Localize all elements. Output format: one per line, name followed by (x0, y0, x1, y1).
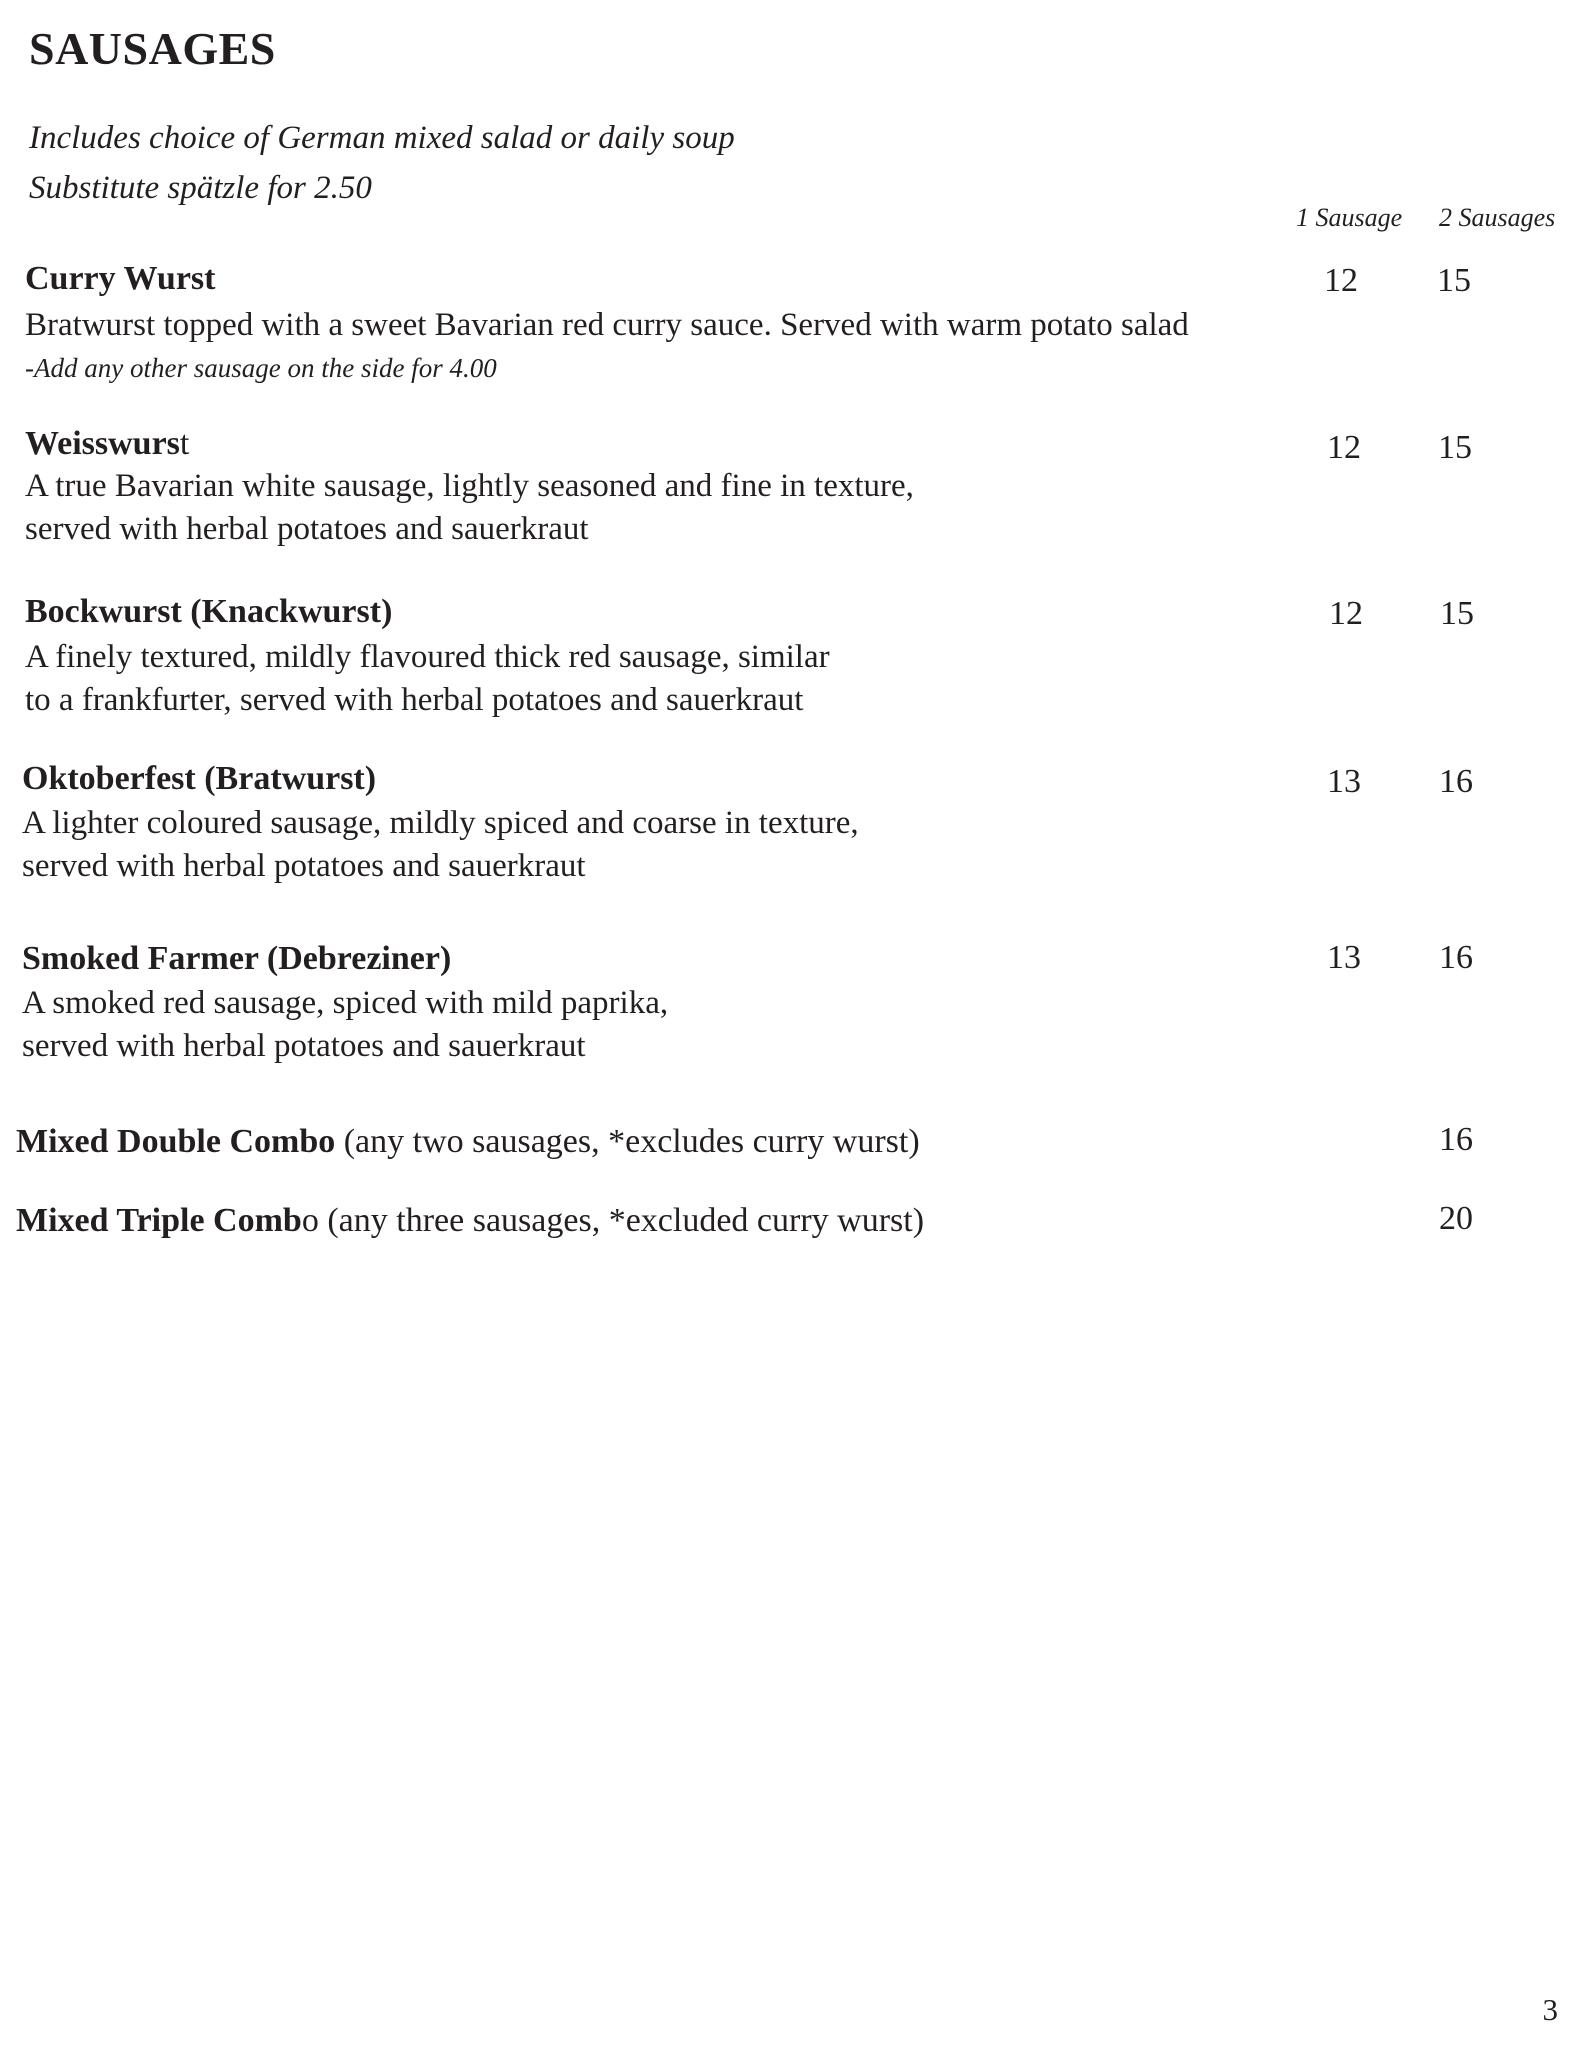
combo-mixed-double-name: Mixed Double Combo (16, 1123, 336, 1160)
item-name-weisswurst-tail: t (179, 425, 190, 462)
price-two-oktoberfest: 16 (1439, 763, 1473, 800)
item-name-oktoberfest: Oktoberfest (Bratwurst) (22, 760, 377, 797)
page-number: 3 (1542, 1992, 1558, 2027)
price-combo-mixed-triple: 20 (1439, 1200, 1473, 1237)
combo-mixed-triple-detail: o (any three sausages, *excluded curry wurst) (301, 1202, 925, 1239)
intro-line-spaetzle: Substitute spätzle for 2.50 (29, 170, 372, 206)
item-desc-bockwurst-line2: to a frankfurter, served with herbal potatoes and sauerkraut (25, 682, 804, 718)
item-desc-curry-wurst: Bratwurst topped with a sweet Bavarian red curry sauce. Served with warm potato salad (25, 307, 1189, 343)
item-desc-smoked-farmer-line1: A smoked red sausage, spiced with mild paprika, (22, 985, 669, 1021)
price-one-bockwurst: 12 (1329, 595, 1363, 632)
item-name-smoked-farmer: Smoked Farmer (Debreziner) (22, 940, 452, 977)
item-name-weisswurst-bold: Weisswurs (25, 425, 180, 462)
item-desc-bockwurst-line1: A finely textured, mildly flavoured thick red sausage, similar (25, 639, 830, 675)
price-two-weisswurst: 15 (1438, 429, 1472, 466)
price-combo-mixed-double: 16 (1439, 1121, 1473, 1158)
combo-mixed-double (16, 1123, 920, 1161)
item-desc-weisswurst-line1: A true Bavarian white sausage, lightly seasoned and fine in texture, (25, 468, 914, 504)
price-two-curry-wurst: 15 (1437, 262, 1471, 299)
item-name-curry-wurst: Curry Wurst (25, 260, 216, 297)
column-header-one-sausage: 1 Sausage (1296, 203, 1403, 232)
combo-mixed-double-detail: (any two sausages, *excludes curry wurst) (335, 1123, 920, 1160)
price-one-curry-wurst: 12 (1324, 262, 1358, 299)
combo-mixed-triple (16, 1202, 924, 1240)
intro-line-salad: Includes choice of German mixed salad or daily soup (29, 120, 735, 156)
combo-mixed-triple-name: Mixed Triple Comb (16, 1202, 302, 1239)
price-one-weisswurst: 12 (1327, 429, 1361, 466)
price-two-smoked-farmer: 16 (1439, 939, 1473, 976)
item-desc-weisswurst-line2: served with herbal potatoes and sauerkraut (25, 511, 589, 547)
item-name-bockwurst: Bockwurst (Knackwurst) (25, 593, 393, 630)
price-one-oktoberfest: 13 (1327, 763, 1361, 800)
item-desc-smoked-farmer-line2: served with herbal potatoes and sauerkraut (22, 1028, 586, 1064)
item-desc-oktoberfest-line1: A lighter coloured sausage, mildly spiced and coarse in texture, (22, 805, 859, 841)
price-two-bockwurst: 15 (1440, 595, 1474, 632)
item-note-curry-wurst: -Add any other sausage on the side for 4.00 (25, 353, 497, 383)
page-title: SAUSAGES (29, 23, 276, 74)
item-name-weisswurst (25, 425, 189, 463)
column-header-two-sausages: 2 Sausages (1439, 203, 1556, 232)
price-one-smoked-farmer: 13 (1327, 939, 1361, 976)
item-desc-oktoberfest-line2: served with herbal potatoes and sauerkraut (22, 848, 586, 884)
